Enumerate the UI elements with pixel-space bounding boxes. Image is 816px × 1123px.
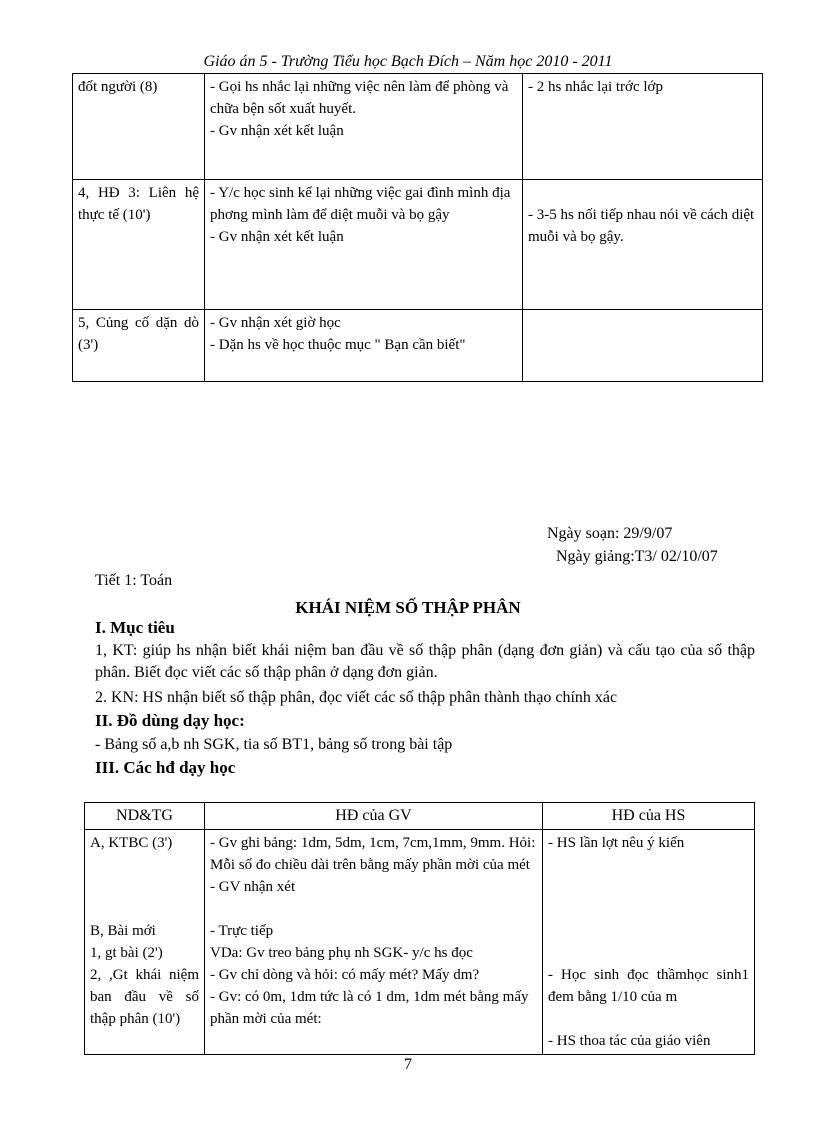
objectives-heading: I. Mục tiêu [95, 618, 175, 637]
date-prepared: Ngày soạn: 29/9/07 [547, 525, 673, 542]
column-header-teacher-activity: HĐ của GV [205, 803, 543, 830]
lesson-activities-table-continued [72, 73, 763, 382]
content-time-cell: 5, Củng cố dặn dò (3') [73, 310, 205, 382]
content-time-cell: 4, HĐ 3: Liên hệ thực tế (10') [73, 180, 205, 310]
objective-skills: 2. KN: HS nhận biết số thập phân, đọc viết các số thập phân thành thạo chính xác [95, 689, 618, 706]
running-header: Giáo án 5 - Trường Tiểu học Bạch Đích – Năm học 2010 - 2011 [203, 53, 613, 70]
table-row [73, 180, 763, 310]
objective-knowledge: 1, KT: giúp hs nhận biết khái niệm ban đầu về số thập phân (dạng đơn giản) và cấu tạo của số thập phân. Biết đọc viết các số thập phân ở dạng đơn giản. [95, 642, 755, 681]
student-activity-cell: - 3-5 hs nối tiếp nhau nói về cách diệt muỗi và bọ gậy. [523, 180, 763, 310]
lesson-activities-table [84, 802, 755, 1055]
column-header-content-time: ND&TG [85, 803, 205, 830]
content-time-cell: A, KTBC (3') B, Bài mới 1, gt bài (2') 2, ,Gt khái niệm ban đầu về số thập phân (10') [85, 830, 205, 1055]
table-row [85, 830, 755, 1055]
column-header-student-activity: HĐ của HS [543, 803, 755, 830]
student-activity-cell: - HS lần lợt nêu ý kiến - Học sinh đọc thầmhọc sinh1 đem bằng 1/10 của m - HS thoa tác của giáo viên [543, 830, 755, 1055]
table-header-row [85, 803, 755, 830]
table-row [73, 74, 763, 180]
table-row [73, 310, 763, 382]
materials-heading: II. Đồ dùng dạy học: [95, 711, 245, 730]
date-taught: Ngày giảng:T3/ 02/10/07 [556, 548, 718, 565]
materials-text: - Bảng số a,b nh SGK, tia số BT1, bảng số trong bài tập [95, 736, 453, 753]
student-activity-cell [523, 310, 763, 382]
student-activity-cell: - 2 hs nhắc lại trớc lớp [523, 74, 763, 180]
period-label: Tiết 1: Toán [95, 572, 173, 589]
activities-heading: III. Các hđ dạy học [95, 758, 236, 777]
content-time-cell: đốt người (8) [73, 74, 205, 180]
teacher-activity-cell: - Gv ghi bảng: 1dm, 5dm, 1cm, 7cm,1mm, 9mm. Hỏi: Mỗi số đo chiều dài trên bằng mấy phần mời của mét - GV nhận xét - Trực tiếp VDa: Gv treo bảng phụ nh SGK- y/c hs đọc - Gv chỉ dòng và hỏi: có mấy mét? Mấy dm? - Gv: có 0m, 1dm tức là có 1 dm, 1dm mét bằng mấy phần mời của mét: [205, 830, 543, 1055]
lesson-title: KHÁI NIỆM SỐ THẬP PHÂN [295, 598, 521, 617]
page-number: 7 [404, 1056, 412, 1073]
teacher-activity-cell: - Gọi hs nhắc lại những việc nên làm để phòng và chữa bện sốt xuất huyết. - Gv nhận xét kết luận [205, 74, 523, 180]
teacher-activity-cell: - Y/c học sinh kể lại những việc gai đình mình địa phơng mình làm để diệt muỗi và bọ gậy - Gv nhận xét kết luận [205, 180, 523, 310]
teacher-activity-cell: - Gv nhận xét giờ học - Dặn hs về học thuộc mục " Bạn cần biết" [205, 310, 523, 382]
